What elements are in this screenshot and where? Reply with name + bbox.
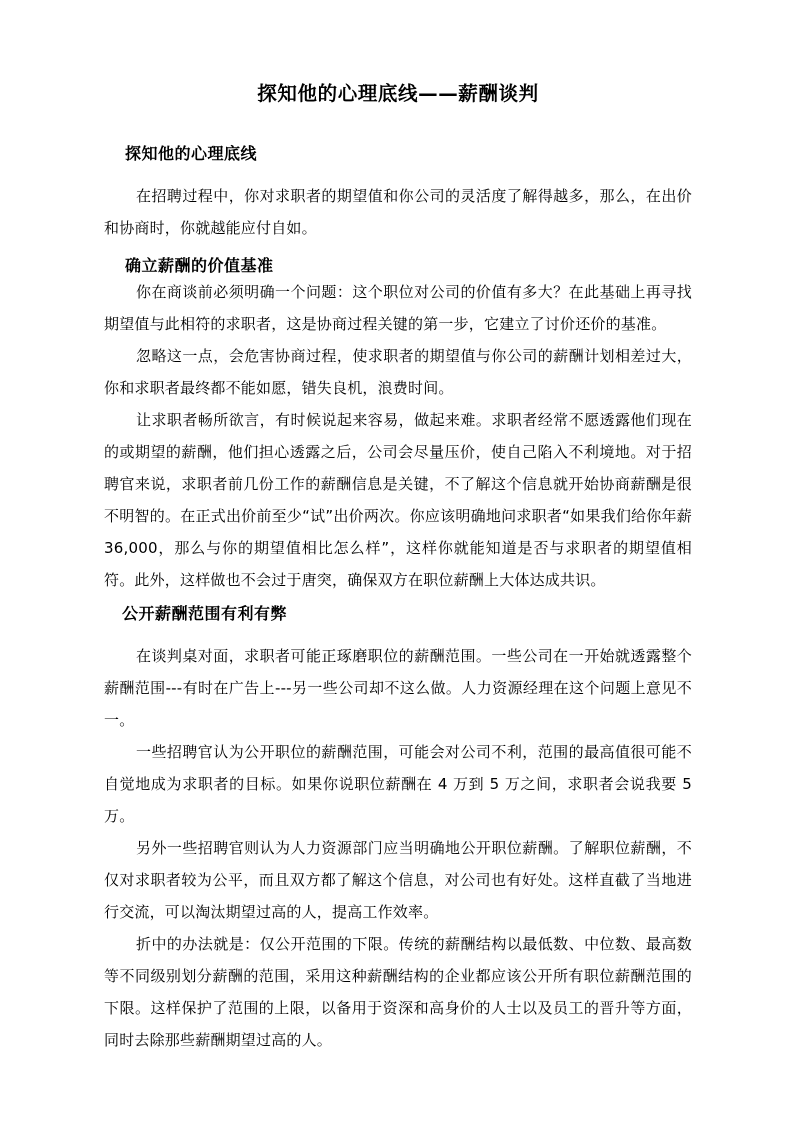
paragraph: 在谈判桌对面，求职者可能正琢磨职位的薪酬范围。一些公司在一开始就透露整个薪酬范围---有时在广告上---另一些公司却不这么做。人力资源经理在这个问题上意见不一。 [104, 647, 692, 729]
paragraph: 折中的办法就是：仅公开范围的下限。传统的薪酬结构以最低数、中位数、最高数等不同级别划分薪酬的范围，采用这种薪酬结构的企业都应该公开所有职位薪酬范围的下限。这样保护了范围的上限，以备用于资深和高身价的人士以及员工的晋升等方面，同时去除那些薪酬期望过高的人。 [104, 935, 692, 1049]
section-heading-2: 确立薪酬的价值基准 [125, 256, 274, 275]
section-heading-3: 公开薪酬范围有利有弊 [122, 604, 288, 623]
paragraph: 让求职者畅所欲言，有时候说起来容易，做起来难。求职者经常不愿透露他们现在的或期望的薪酬，他们担心透露之后，公司会尽量压价，使自己陷入不利境地。对于招聘官来说，求职者前几份工作的薪酬信息是关键，不了解这个信息就开始协商薪酬是很不明智的。在正式出价前至少“试”出价两次。你应该明确地问求职者“如果我们给你年薪 36,000，那么与你的期望值相比怎么样”，这样你就能知道是否与求职者的期望值相符。此外，这样做也不会过于唐突，确保双方在职位薪酬上大体达成共识。 [104, 411, 692, 589]
paragraph: 另外一些招聘官则认为人力资源部门应当明确地公开职位薪酬。了解职位薪酬，不仅对求职者较为公平，而且双方都了解这个信息，对公司也有好处。这样直截了当地进行交流，可以淘汰期望过高的人，提高工作效率。 [104, 839, 692, 921]
section-heading-1: 探知他的心理底线 [125, 144, 258, 163]
paragraph: 忽略这一点，会危害协商过程，使求职者的期望值与你公司的薪酬计划相差过大，你和求职者最终都不能如愿，错失良机，浪费时间。 [104, 347, 692, 397]
paragraph: 在招聘过程中，你对求职者的期望值和你公司的灵活度了解得越多，那么，在出价和协商时，你就越能应付自如。 [104, 187, 692, 237]
paragraph: 你在商谈前必须明确一个问题：这个职位对公司的价值有多大？在此基础上再寻找期望值与此相符的求职者，这是协商过程关键的第一步，它建立了讨价还价的基准。 [104, 283, 692, 333]
page-title: 探知他的心理底线——薪酬谈判 [257, 82, 539, 105]
paragraph: 一些招聘官认为公开职位的薪酬范围，可能会对公司不利，范围的最高值很可能不自觉地成为求职者的目标。如果你说职位薪酬在 4 万到 5 万之间，求职者会说我要 5 万。 [104, 743, 692, 825]
